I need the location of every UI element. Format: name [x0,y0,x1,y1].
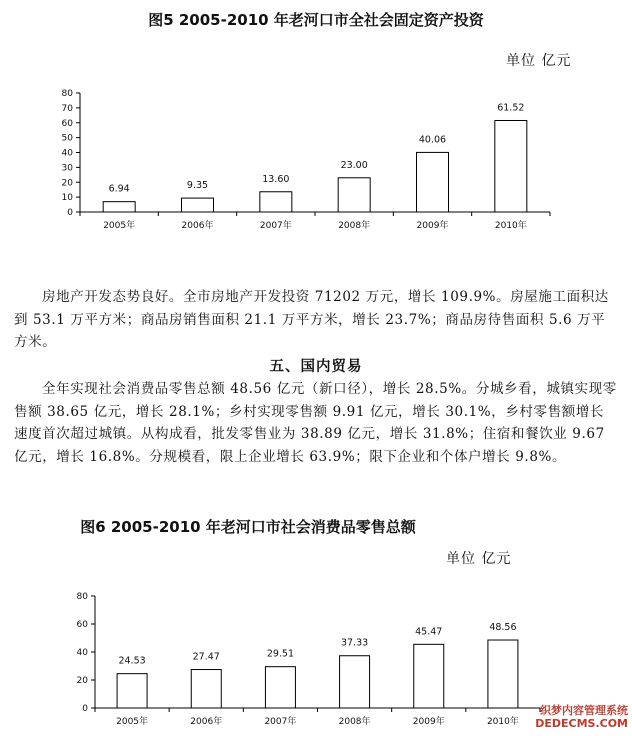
y-tick-label: 20 [61,178,73,189]
data-label: 48.56 [489,622,517,634]
data-label: 40.06 [418,134,447,146]
y-tick-label: 70 [61,103,73,114]
data-label: 45.47 [415,626,443,638]
bar-2007年 [265,667,295,708]
x-tick-label: 2005年 [116,717,149,727]
bar-2009年 [417,152,449,212]
data-label: 13.60 [262,173,290,185]
x-tick-label: 2010年 [494,221,527,231]
data-label: 29.51 [266,648,295,660]
y-tick-label: 80 [61,89,73,99]
data-label: 9.35 [186,180,209,192]
figure5-bar-chart [0,78,632,238]
bar-2009年 [414,644,444,708]
bar-2005年 [103,202,135,212]
y-tick-label: 80 [76,592,88,602]
watermark-line1: 织梦内容管理系统 [540,704,628,717]
bar-2010年 [488,640,518,708]
bar-2005年 [117,674,147,708]
data-label: 24.53 [118,655,146,667]
y-tick-label: 50 [61,133,73,144]
x-tick-label: 2006年 [190,717,223,727]
data-label: 23.00 [340,159,368,171]
bar-2008年 [338,178,370,212]
data-label: 61.52 [497,102,525,114]
y-tick-label: 40 [76,648,88,658]
x-tick-label: 2007年 [259,221,292,231]
x-tick-label: 2009年 [416,221,449,231]
data-label: 37.33 [340,637,369,649]
domestic-trade-paragraph: 全年实现社会消费品零售总额 48.56 亿元（新口径），增长 28.5%。分城乡看，城镇实现零售额 38.65 亿元，增长 28.1%；乡村实现零售额 9.91 亿元，增长 30.1%，乡村零售额增长速度首次超过城镇。从构成看，批发零售业为 38.89 亿元，增长 31.8%；住宿和餐饮业 9.67 亿元，增长 16.8%。分规模看，限上企业增长 63.9%；限下企业和个体户增长 9.8%。 [14,381,617,465]
watermark-line2: DEDECMS.COM [535,717,628,730]
bar-2006年 [191,670,221,708]
x-tick-label: 2010年 [486,717,519,727]
x-tick-label: 2005年 [103,221,136,231]
figure6-title: 图6 2005-2010 年老河口市社会消费品零售总额 [80,518,416,536]
y-tick-label: 0 [82,704,88,714]
x-tick-label: 2008年 [338,717,371,727]
bar-2010年 [495,120,527,212]
bar-2006年 [182,198,214,212]
y-tick-label: 30 [61,163,73,174]
y-tick-label: 60 [61,118,73,129]
x-tick-label: 2008年 [338,221,371,231]
bar-2007年 [260,192,292,212]
y-tick-label: 60 [76,620,88,630]
x-tick-label: 2009年 [412,717,445,727]
bar-2008年 [340,656,370,708]
real-estate-paragraph: 房地产开发态势良好。全市房地产开发投资 71202 万元，增长 109.9%。房屋施工面积达到 53.1 万平方米；商品房销售面积 21.1 万平方米，增长 23.7%；商品房待售面积 5.6 万平方米。 [14,289,609,350]
x-tick-label: 2006年 [181,221,214,231]
figure6-unit-label: 单位 亿元 [446,551,512,567]
section-heading-domestic-trade: 五、国内贸易 [269,358,363,375]
y-tick-label: 20 [76,676,88,686]
figure5-title: 图5 2005-2010 年老河口市全社会固定资产投资 [148,11,484,29]
y-tick-label: 40 [61,148,73,159]
y-tick-label: 10 [61,193,73,204]
y-tick-label: 0 [67,208,73,218]
x-tick-label: 2007年 [264,717,297,727]
site-watermark [535,704,628,730]
figure5-unit-label: 单位 亿元 [506,53,572,69]
data-label: 27.47 [192,651,220,663]
data-label: 6.94 [108,183,130,195]
